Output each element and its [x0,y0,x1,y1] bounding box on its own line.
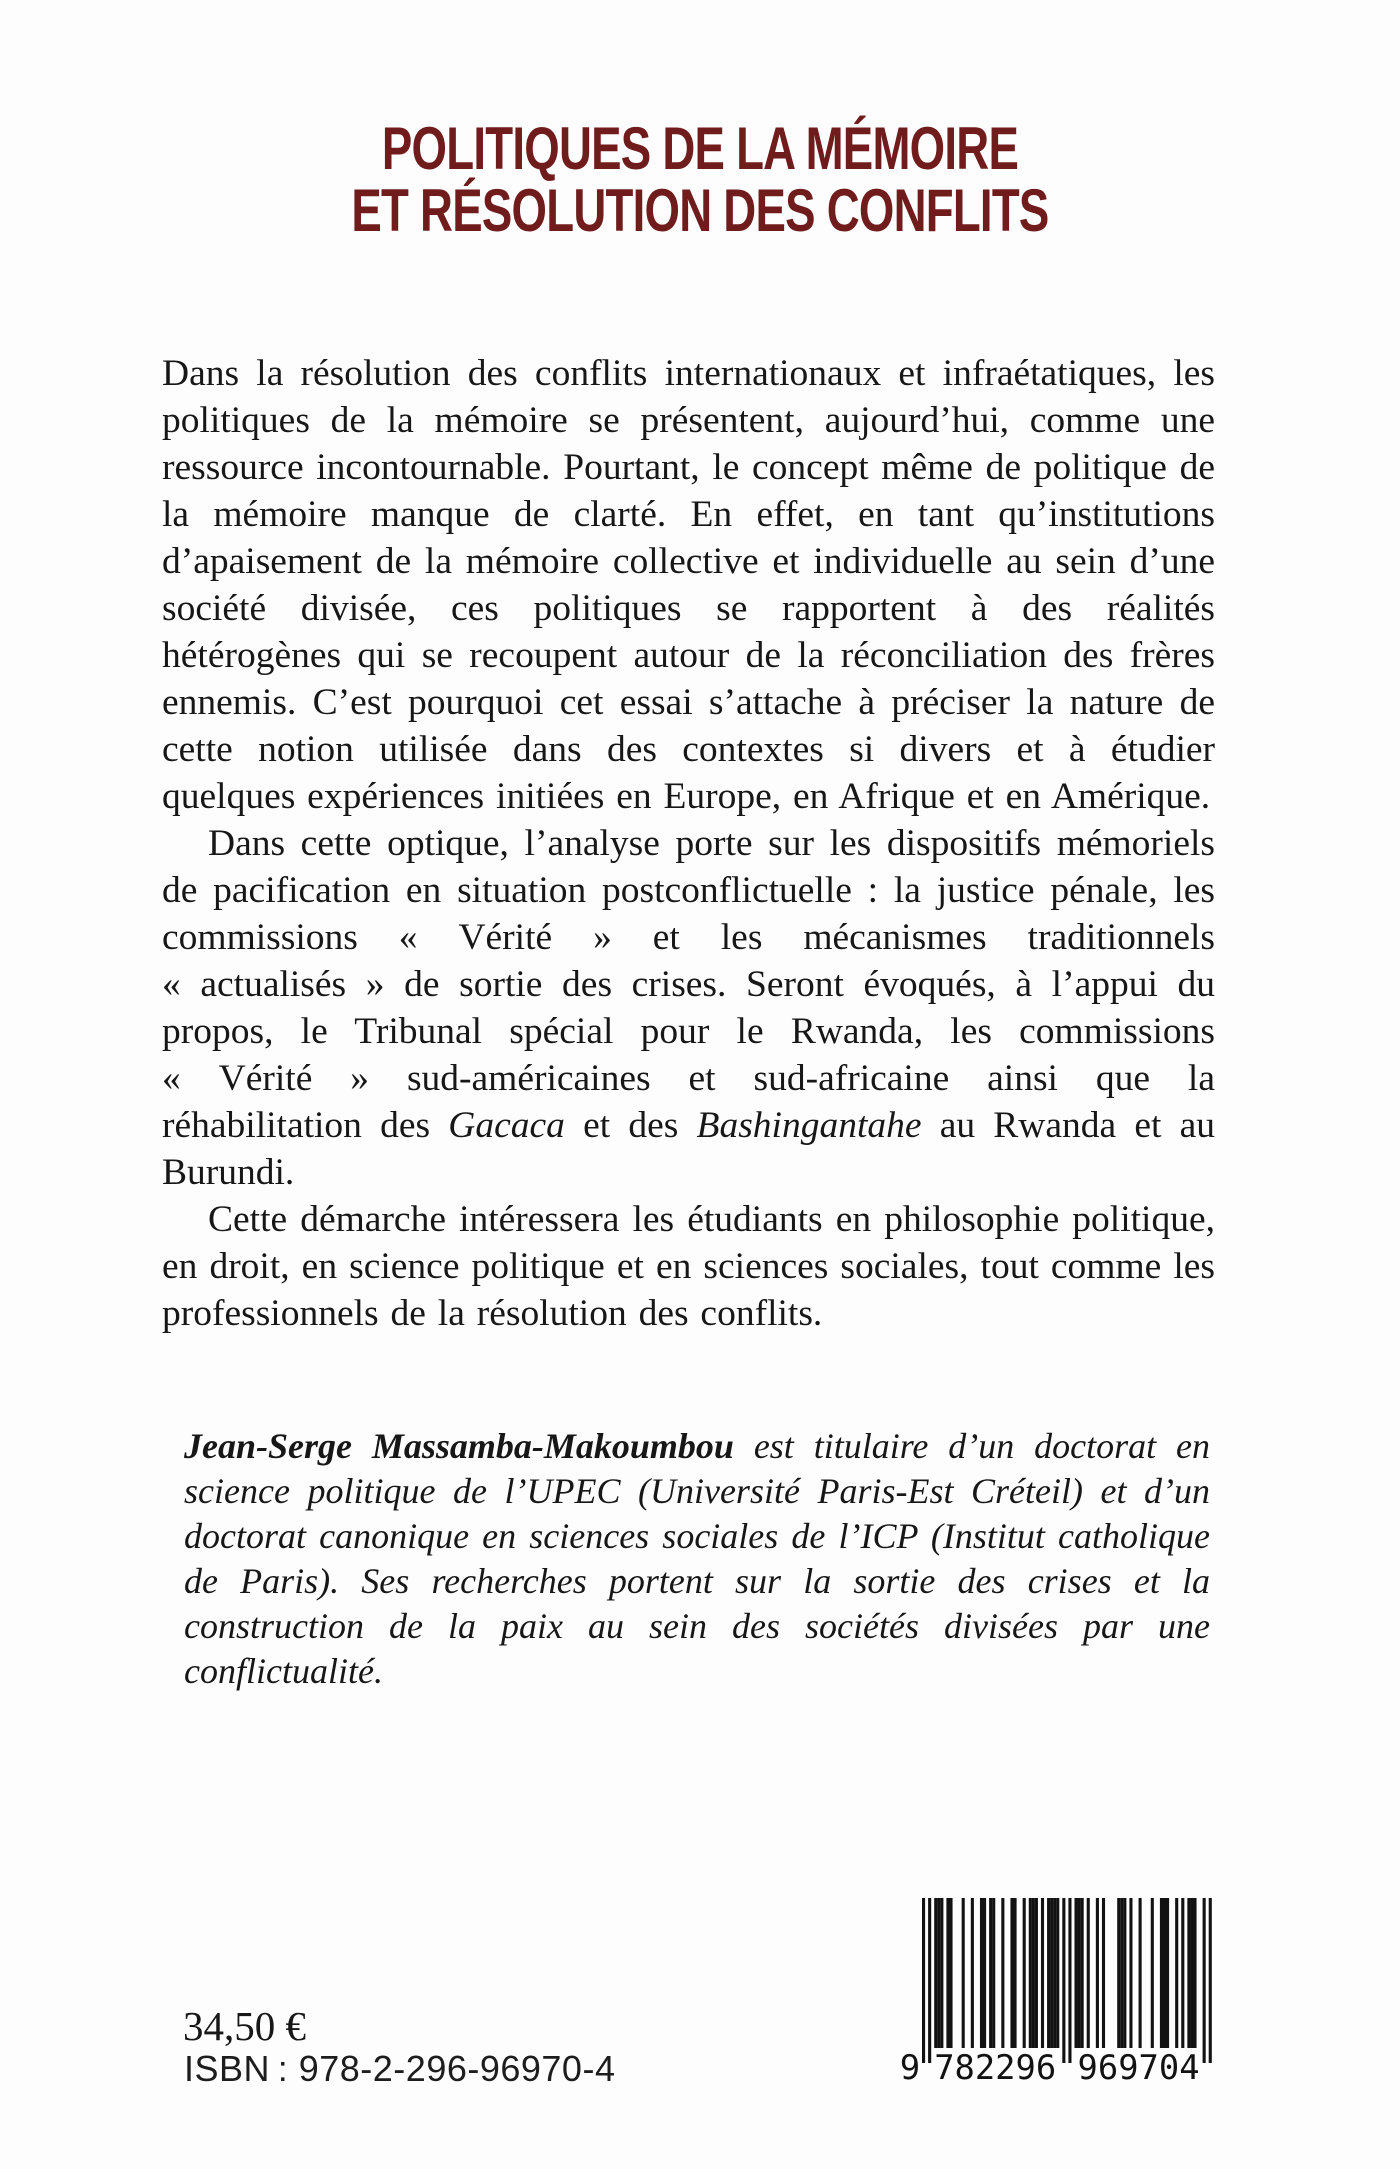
isbn-label: ISBN : 978-2-296-96970-4 [184,2048,616,2089]
synopsis-paragraph-1: Dans la résolution des conflits internationaux et infraétatiques, les politiques de la mémoire se présentent, aujourd’hui, comme une ressource incontournable. Pourtant, le concept même de politique de la mémoire manque de clarté. En effet, en tant qu’institutions d’apaisement de la mémoire collective et individuelle au sein d’une société divisée, ces politiques se rapportent à des réalités hétérogènes qui se recoupent autour de la réconciliation des frères ennemis. C’est pourquoi cet essai s’attache à préciser la nature de cette notion utilisée dans des contextes si divers et à étudier quelques expériences initiées en Europe, en Afrique et en Amérique. [162,353,1215,817]
text-segment: est titulaire d’un doctorat en science politique de l’UPEC (Université Paris-Est Créteil) et d’un doctorat canonique en sciences sociales de l’ICP (Institut catholique de Paris). Ses recherches portent sur la sortie des crises et la construction de la paix au sein des sociétés divisées par une conflictualité. [184,1426,1210,1691]
svg-text:782296: 782296 [934,2048,1057,2084]
text-segment: Gacaca [448,1105,565,1146]
title-line-1: POLITIQUES DE LA MÉMOIRE [381,115,1019,182]
book-title [168,115,1232,244]
text-segment: Dans cette optique, l’analyse porte sur les dispositifs mémoriels de pacification en situation postconflictuelle : la justice pénale, les commissions « Vérité » et les mécanismes traditionnels « actualisés » de sortie des crises. Seront évoqués, à l’appui du propos, le Tribunal spécial pour le Rwanda, les commissions « Vérité » sud-américaines et sud-africaine ainsi que la réhabilitation des [162,823,1215,1146]
synopsis-paragraph-3: Cette démarche intéressera les étudiants en philosophie politique, en droit, en science politique et en sciences sociales, tout comme les professionnels de la résolution des conflits. [162,1199,1215,1334]
author-bio [184,1424,1210,1694]
text-segment: au Rwanda et au Burundi. [162,1105,1215,1193]
text-segment: Bashingantahe [696,1105,922,1146]
ean13-barcode [900,1898,1215,2084]
price-label: 34,50 € [183,2003,306,2049]
synopsis-paragraph-2 [162,820,1215,1196]
synopsis [162,350,1215,1337]
title-line-2: ET RÉSOLUTION DES CONFLITS [351,177,1049,244]
svg-text:9: 9 [900,2048,921,2084]
text-segment: Jean-Serge Massamba-Makoumbou [184,1426,734,1466]
svg-text:969704: 969704 [1077,2048,1200,2084]
text-segment: et des [564,1105,697,1146]
